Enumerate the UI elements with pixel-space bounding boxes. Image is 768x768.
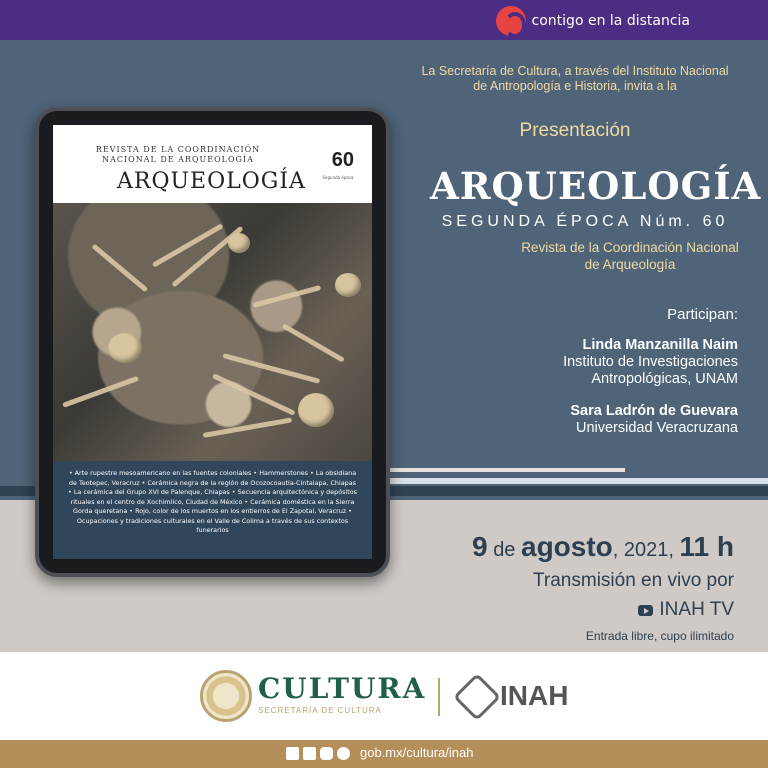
contigo-logo-icon	[496, 6, 526, 36]
cover-title: ARQUEOLOGÍA	[117, 169, 306, 194]
main-title: ARQUEOLOGÍA	[430, 164, 762, 208]
participant	[570, 403, 738, 437]
participant	[538, 337, 738, 388]
cover-line-2: NACIONAL DE ARQUEOLOGÍA	[102, 155, 254, 164]
bone	[203, 417, 293, 438]
participant-name: Linda Manzanilla Naim	[582, 337, 738, 353]
participant-name: Sara Ladrón de Guevara	[570, 403, 738, 419]
tablet-frame	[35, 107, 390, 577]
cover-number: 60	[331, 149, 354, 171]
inah-logo-icon	[453, 673, 501, 721]
stripe	[375, 468, 625, 472]
skull	[108, 333, 142, 363]
table-of-contents: • Arte rupestre mesoamericano en las fuentes coloniales • Hammerstones • La obsidiana de Teotepec, Veracruz • Cerámica negra de la región de Ocozocoautla-Cintalapa, Chiapas • La cerámica del Grupo XVI de Palenque, Chiapas • Secuencia arquitectónica y depósitos rituales en el centro de Xochimilco, Ciudad de México • Cerámica doméstica en la Sierra Gorda queretana • Rojo, color de los muertos en los entierros de El Zapotal, Veracruz • Ocupaciones y tradiciones culturales en el Valle de Colima a través de sus contextos funerarios	[53, 461, 372, 559]
cover-line-1: REVISTA DE LA COORDINACIÓN	[95, 145, 261, 154]
mexico-seal-icon	[200, 670, 252, 722]
channel-name: INAH TV	[659, 599, 734, 620]
footer-url[interactable]: gob.mx/cultura/inah	[360, 745, 474, 760]
bone	[91, 244, 148, 293]
bone	[62, 376, 139, 408]
date-day: 9	[472, 531, 488, 562]
skull	[335, 273, 361, 297]
event-time: 11 h	[679, 531, 734, 562]
channel-link[interactable]	[638, 599, 734, 621]
date-de: de	[493, 539, 516, 561]
stripe	[360, 478, 768, 484]
secretaria-text: SECRETARÍA DE CULTURA	[258, 706, 382, 715]
top-bar	[0, 0, 768, 40]
cover-number-sub: Segunda época	[322, 175, 354, 180]
instagram-icon[interactable]	[320, 747, 333, 760]
cultura-logo-text: CULTURA	[258, 672, 427, 705]
participant-affiliation: Instituto de Investigaciones Antropológicas, UNAM	[563, 354, 738, 387]
logos-bar	[0, 652, 768, 740]
event-date	[472, 531, 734, 563]
logo-divider	[438, 678, 440, 716]
participant-affiliation: Universidad Veracruzana	[575, 420, 738, 436]
entry-info: Entrada libre, cupo ilimitado	[585, 629, 734, 643]
bone	[222, 353, 320, 384]
contigo-brand	[496, 6, 690, 36]
facebook-icon[interactable]	[286, 747, 299, 760]
bone	[282, 323, 345, 362]
youtube-icon[interactable]	[337, 747, 350, 760]
bone	[212, 373, 296, 416]
bone	[152, 223, 224, 267]
youtube-icon	[638, 605, 653, 616]
twitter-icon[interactable]	[303, 747, 316, 760]
date-month: agosto	[521, 531, 613, 562]
inah-logo-text: INAH	[500, 680, 569, 711]
brand-text: contigo en la distancia	[531, 13, 690, 29]
invite-text: La Secretaría de Cultura, a través del Instituto Nacional de Antropología e Historia, invita a la	[421, 64, 729, 93]
transmission-text: Transmisión en vivo por	[533, 570, 734, 591]
participan-label: Participan:	[667, 306, 738, 323]
skull	[298, 393, 334, 427]
bone	[252, 285, 321, 308]
revista-text: Revista de la Coordinación Nacional de Arqueología	[521, 240, 739, 272]
footer-bar	[0, 740, 768, 768]
burial-photo	[53, 203, 372, 461]
magazine-cover	[53, 125, 372, 559]
subtitle: SEGUNDA ÉPOCA Núm. 60	[441, 213, 729, 230]
date-year: , 2021,	[612, 539, 674, 561]
cover-header	[53, 125, 372, 203]
presentacion-heading: Presentación	[519, 120, 631, 141]
